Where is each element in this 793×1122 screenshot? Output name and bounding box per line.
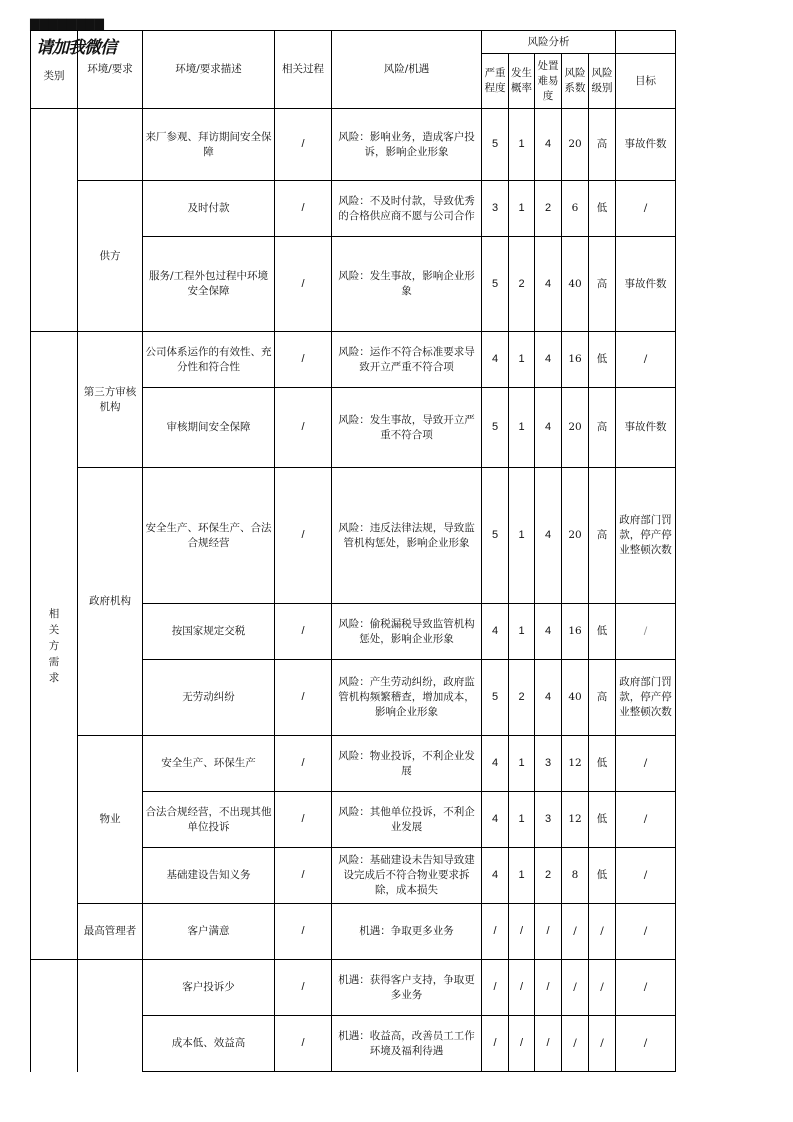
- value-coef: 20: [562, 109, 589, 181]
- target-cell: 事故件数: [616, 109, 676, 181]
- value-p: 2: [509, 660, 535, 736]
- desc-cell: 客户投诉少: [143, 960, 275, 1016]
- value-d: 3: [535, 792, 562, 848]
- desc-cell: 安全生产、环保生产: [143, 736, 275, 792]
- value-level: 高: [589, 388, 616, 468]
- value-coef: 16: [562, 332, 589, 388]
- env-cell: 物业: [78, 736, 143, 904]
- value-coef: 12: [562, 736, 589, 792]
- value-s: 5: [482, 109, 509, 181]
- target-cell: 政府部门罚款，停产停业整顿次数: [616, 660, 676, 736]
- target-cell: /: [616, 1016, 676, 1072]
- table-row: [31, 468, 676, 604]
- risk-cell: 风险：物业投诉，不利企业发展: [332, 736, 482, 792]
- process-cell: /: [275, 792, 332, 848]
- value-level: 高: [589, 660, 616, 736]
- value-d: 3: [535, 736, 562, 792]
- header-coef: 风险系数: [562, 54, 589, 109]
- value-s: 5: [482, 660, 509, 736]
- header-env: 环境/要求: [78, 31, 143, 109]
- value-p: 2: [509, 237, 535, 332]
- desc-cell: 合法合规经营，不出现其他单位投诉: [143, 792, 275, 848]
- value-p: 1: [509, 332, 535, 388]
- value-coef: 8: [562, 848, 589, 904]
- value-p: /: [509, 904, 535, 960]
- target-cell: 事故件数: [616, 388, 676, 468]
- risk-cell: 风险：基础建设未告知导致建设完成后不符合物业要求拆除，成本损失: [332, 848, 482, 904]
- value-coef: 12: [562, 792, 589, 848]
- value-p: 1: [509, 109, 535, 181]
- value-p: 1: [509, 736, 535, 792]
- desc-cell: 基础建设告知义务: [143, 848, 275, 904]
- target-cell: /: [616, 604, 676, 660]
- value-level: 低: [589, 848, 616, 904]
- target-cell: /: [616, 848, 676, 904]
- risk-table: [30, 30, 676, 1072]
- env-cell: [78, 109, 143, 181]
- risk-cell: 风险：发生事故，影响企业形象: [332, 237, 482, 332]
- value-level: /: [589, 960, 616, 1016]
- process-cell: /: [275, 960, 332, 1016]
- process-cell: /: [275, 904, 332, 960]
- value-s: 3: [482, 181, 509, 237]
- process-cell: /: [275, 388, 332, 468]
- value-level: 低: [589, 736, 616, 792]
- category-cell: [31, 960, 78, 1072]
- value-coef: 6: [562, 181, 589, 237]
- value-d: 4: [535, 332, 562, 388]
- header-probability: 发生概率: [509, 54, 535, 109]
- table-row: [31, 181, 676, 237]
- value-s: 5: [482, 468, 509, 604]
- process-cell: /: [275, 237, 332, 332]
- value-d: /: [535, 960, 562, 1016]
- value-d: 2: [535, 848, 562, 904]
- value-d: 4: [535, 604, 562, 660]
- header-difficulty: 处置难易度: [535, 54, 562, 109]
- process-cell: /: [275, 109, 332, 181]
- target-cell: 事故件数: [616, 237, 676, 332]
- target-cell: 政府部门罚款，停产停业整顿次数: [616, 468, 676, 604]
- value-level: 高: [589, 237, 616, 332]
- value-level: 低: [589, 181, 616, 237]
- target-cell: /: [616, 904, 676, 960]
- process-cell: /: [275, 604, 332, 660]
- value-level: 高: [589, 109, 616, 181]
- value-s: /: [482, 904, 509, 960]
- process-cell: /: [275, 332, 332, 388]
- table-row: [31, 332, 676, 388]
- desc-cell: 安全生产、环保生产、合法合规经营: [143, 468, 275, 604]
- value-level: 低: [589, 332, 616, 388]
- category-cell: 相关方需求: [31, 332, 78, 960]
- risk-cell: 机遇：收益高，改善员工工作环境及福利待遇: [332, 1016, 482, 1072]
- desc-cell: 及时付款: [143, 181, 275, 237]
- value-d: 4: [535, 468, 562, 604]
- value-d: 4: [535, 660, 562, 736]
- process-cell: /: [275, 660, 332, 736]
- value-coef: 20: [562, 468, 589, 604]
- value-d: /: [535, 1016, 562, 1072]
- header-severity: 严重程度: [482, 54, 509, 109]
- target-cell: /: [616, 181, 676, 237]
- risk-cell: 风险：产生劳动纠纷，政府监管机构频繁稽查，增加成本，影响企业形象: [332, 660, 482, 736]
- desc-cell: 来厂参观、拜访期间安全保障: [143, 109, 275, 181]
- process-cell: /: [275, 1016, 332, 1072]
- risk-cell: 风险：违反法律法规，导致监管机构惩处，影响企业形象: [332, 468, 482, 604]
- risk-cell: 风险：发生事故，导致开立严重不符合项: [332, 388, 482, 468]
- process-cell: /: [275, 848, 332, 904]
- value-d: 4: [535, 237, 562, 332]
- desc-cell: 公司体系运作的有效性、充分性和符合性: [143, 332, 275, 388]
- value-coef: /: [562, 1016, 589, 1072]
- watermark-text: 请加我微信: [36, 38, 116, 57]
- value-d: 2: [535, 181, 562, 237]
- process-cell: /: [275, 468, 332, 604]
- value-s: 4: [482, 736, 509, 792]
- value-p: 1: [509, 181, 535, 237]
- value-coef: 40: [562, 660, 589, 736]
- risk-cell: 风险：偷税漏税导致监管机构惩处，影响企业形象: [332, 604, 482, 660]
- risk-cell: 风险：其他单位投诉，不利企业发展: [332, 792, 482, 848]
- value-p: 1: [509, 388, 535, 468]
- risk-cell: 机遇：争取更多业务: [332, 904, 482, 960]
- value-s: 4: [482, 792, 509, 848]
- risk-cell: 机遇：获得客户支持，争取更多业务: [332, 960, 482, 1016]
- risk-cell: 风险：不及时付款，导致优秀的合格供应商不愿与公司合作: [332, 181, 482, 237]
- header-level: 风险级别: [589, 54, 616, 109]
- value-s: 5: [482, 237, 509, 332]
- header-desc: 环境/要求描述: [143, 31, 275, 109]
- cut-title: ▇▇▇▇▇▇▇▇: [30, 17, 104, 31]
- value-s: 4: [482, 848, 509, 904]
- table-row: [31, 904, 676, 960]
- target-cell: /: [616, 792, 676, 848]
- header-category: 类别: [31, 31, 78, 109]
- value-s: 5: [482, 388, 509, 468]
- risk-cell: 风险：影响业务，造成客户投诉，影响企业形象: [332, 109, 482, 181]
- env-cell: 第三方审核机构: [78, 332, 143, 468]
- desc-cell: 按国家规定交税: [143, 604, 275, 660]
- desc-cell: 成本低、效益高: [143, 1016, 275, 1072]
- target-cell: /: [616, 736, 676, 792]
- desc-cell: 客户满意: [143, 904, 275, 960]
- value-p: /: [509, 960, 535, 1016]
- desc-cell: 服务/工程外包过程中环境安全保障: [143, 237, 275, 332]
- value-s: /: [482, 1016, 509, 1072]
- value-d: 4: [535, 388, 562, 468]
- target-cell: /: [616, 960, 676, 1016]
- header-process: 相关过程: [275, 31, 332, 109]
- value-level: /: [589, 904, 616, 960]
- value-p: 1: [509, 604, 535, 660]
- header-risk: 风险/机遇: [332, 31, 482, 109]
- value-s: /: [482, 960, 509, 1016]
- value-level: 低: [589, 792, 616, 848]
- process-cell: /: [275, 181, 332, 237]
- value-coef: 40: [562, 237, 589, 332]
- env-cell: [78, 960, 143, 1072]
- header-target: 目标: [616, 54, 676, 109]
- value-level: /: [589, 1016, 616, 1072]
- value-d: 4: [535, 109, 562, 181]
- risk-cell: 风险：运作不符合标准要求导致开立严重不符合项: [332, 332, 482, 388]
- value-s: 4: [482, 332, 509, 388]
- value-p: 1: [509, 792, 535, 848]
- desc-cell: 无劳动纠纷: [143, 660, 275, 736]
- env-cell: 供方: [78, 181, 143, 332]
- value-s: 4: [482, 604, 509, 660]
- value-coef: /: [562, 904, 589, 960]
- header-blank: [616, 31, 676, 54]
- value-level: 低: [589, 604, 616, 660]
- header-analysis: 风险分析: [482, 31, 616, 54]
- target-cell: /: [616, 332, 676, 388]
- value-p: 1: [509, 468, 535, 604]
- value-p: /: [509, 1016, 535, 1072]
- value-coef: 16: [562, 604, 589, 660]
- value-coef: 20: [562, 388, 589, 468]
- desc-cell: 审核期间安全保障: [143, 388, 275, 468]
- table-row: [31, 736, 676, 792]
- value-coef: /: [562, 960, 589, 1016]
- value-p: 1: [509, 848, 535, 904]
- table-row: [31, 960, 676, 1016]
- process-cell: /: [275, 736, 332, 792]
- value-level: 高: [589, 468, 616, 604]
- value-d: /: [535, 904, 562, 960]
- category-cell: [31, 109, 78, 332]
- env-cell: 政府机构: [78, 468, 143, 736]
- env-cell: 最高管理者: [78, 904, 143, 960]
- table-row: [31, 109, 676, 181]
